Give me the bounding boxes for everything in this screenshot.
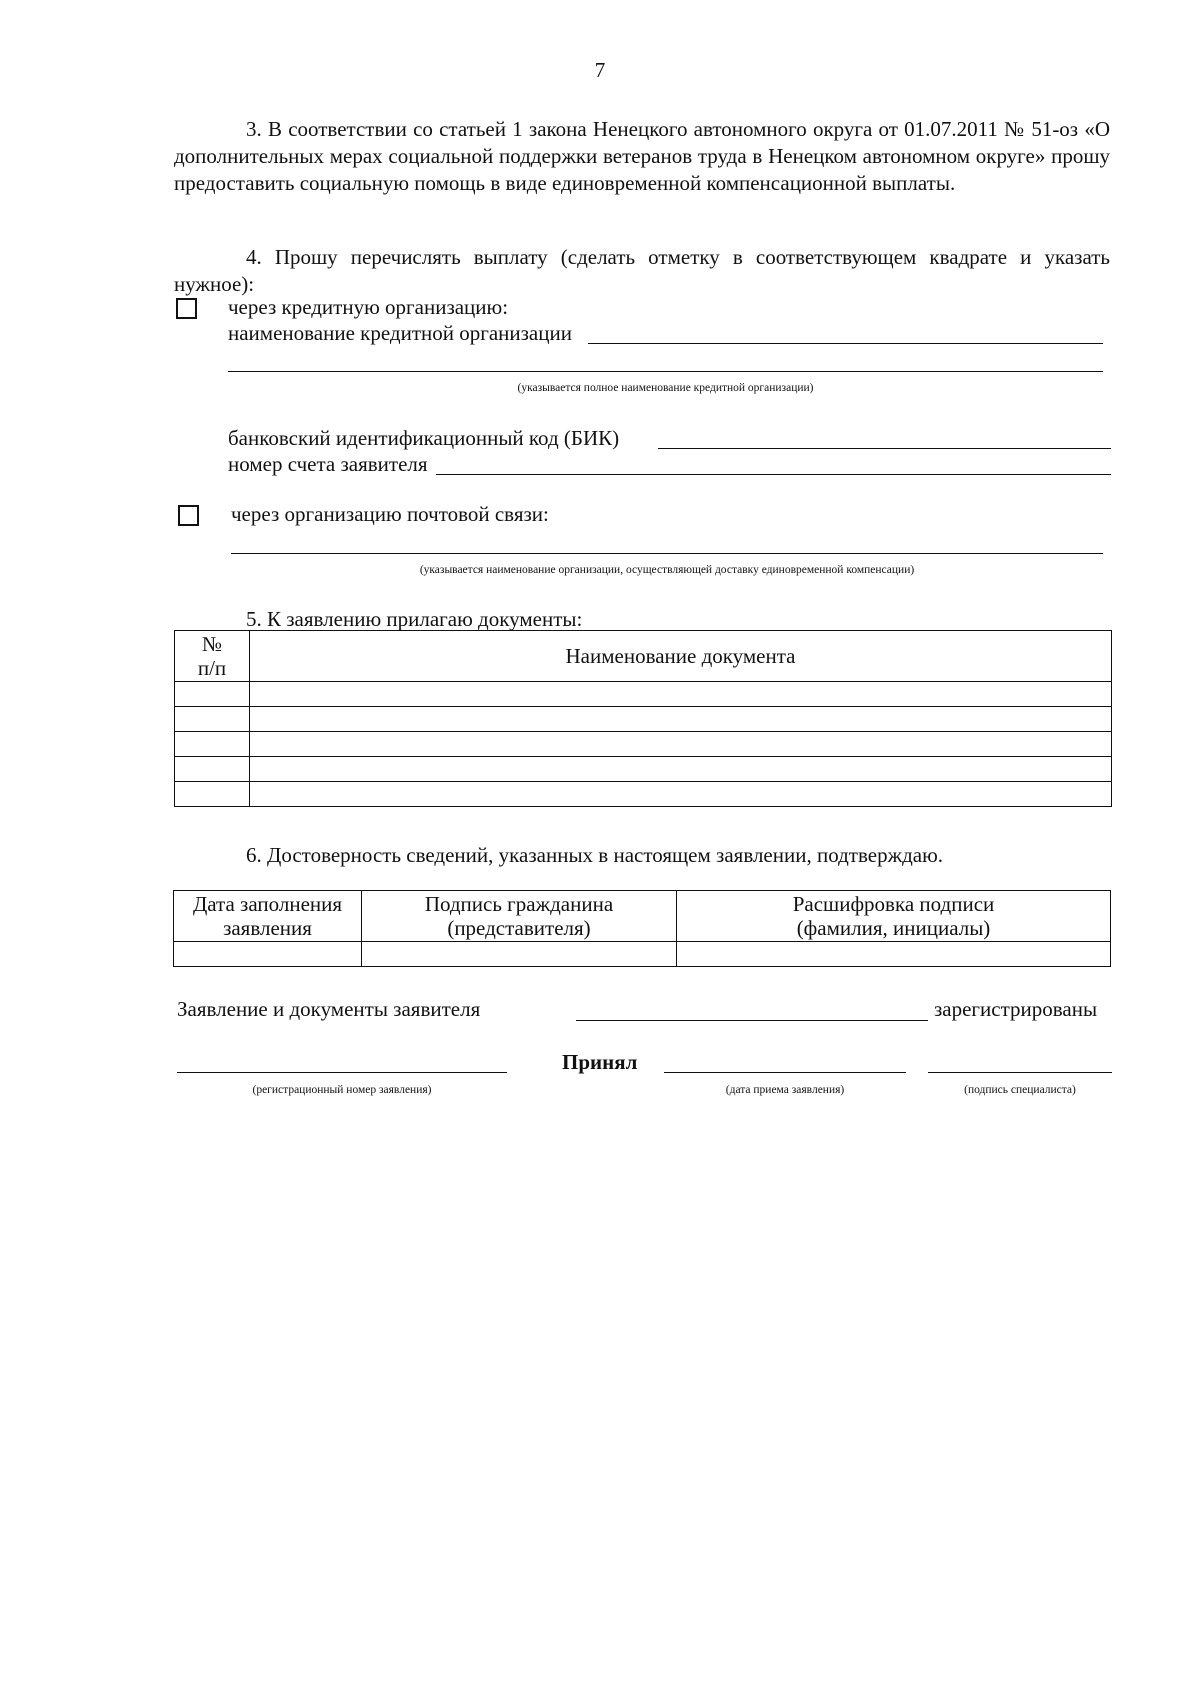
registration-right-text: зарегистрированы [934, 997, 1098, 1021]
page-number: 7 [594, 58, 606, 82]
credit-org-hint: (указывается полное наименование кредитной организации) [517, 382, 814, 394]
signature-decoding-header: Расшифровка подписи (фамилия, инициалы) [677, 891, 1111, 942]
registration-number-hint: (регистрационный номер заявления) [252, 1084, 432, 1096]
section-5-heading: 5. К заявлению прилагаю документы: [246, 607, 583, 631]
credit-org-name-field[interactable] [588, 343, 1103, 344]
bik-label: банковский идентификационный код (БИК) [228, 426, 620, 450]
signature-table [173, 890, 1111, 967]
post-org-hint: (указывается наименование организации, осуществляющей доставку единовременной компенсации) [419, 564, 915, 576]
registration-left-text: Заявление и документы заявителя [177, 997, 481, 1021]
table-row [175, 707, 1112, 732]
account-field[interactable] [436, 474, 1111, 475]
accept-date-field[interactable] [664, 1072, 906, 1073]
post-org-option-label: через организацию почтовой связи: [231, 502, 549, 526]
credit-org-name-field-continued[interactable] [228, 371, 1103, 372]
section-6-paragraph: 6. Достоверность сведений, указанных в настоящем заявлении, подтверждаю. [246, 843, 944, 867]
accept-date-hint: (дата приема заявления) [725, 1084, 845, 1096]
specialist-signature-hint: (подпись специалиста) [964, 1084, 1076, 1096]
citizen-signature-header: Подпись гражданина (представителя) [362, 891, 677, 942]
account-label: номер счета заявителя [228, 452, 428, 476]
section-4-paragraph: 4. Прошу перечислять выплату (сделать отметку в соответствующем квадрате и указать нужное): [174, 245, 1110, 296]
section-3-paragraph: 3. В соответствии со статьей 1 закона Ненецкого автономного округа от 01.07.2011 № 51-оз «О дополнительных мерах социальной поддержки ветеранов труда в Ненецком автономном округе» прошу предоставить социальную помощь в виде единовременной компенсационной выплаты. [174, 117, 1110, 195]
registration-number-field[interactable] [177, 1072, 507, 1073]
signature-decoding-cell[interactable] [677, 942, 1111, 967]
bik-field[interactable] [658, 448, 1111, 449]
signature-table-header [174, 891, 1111, 942]
specialist-signature-field[interactable] [928, 1072, 1112, 1073]
registration-field[interactable] [576, 1020, 928, 1021]
table-row [175, 682, 1112, 707]
documents-table [174, 630, 1112, 807]
documents-table-header [175, 631, 1112, 682]
citizen-signature-cell[interactable] [362, 942, 677, 967]
credit-org-name-label: наименование кредитной организации [228, 321, 572, 345]
credit-org-option-label: через кредитную организацию: [228, 295, 509, 319]
table-row [175, 757, 1112, 782]
fill-date-cell[interactable] [174, 942, 362, 967]
post-org-field[interactable] [231, 553, 1103, 554]
column-document-name-header: Наименование документа [250, 631, 1112, 682]
table-row [174, 942, 1111, 967]
fill-date-header: Дата заполнения заявления [174, 891, 362, 942]
table-row [175, 782, 1112, 807]
post-org-checkbox[interactable] [178, 505, 199, 526]
accepted-label: Принял [562, 1050, 638, 1074]
credit-org-checkbox[interactable] [176, 298, 197, 319]
table-row [175, 732, 1112, 757]
column-number-header: № п/п [175, 631, 250, 682]
